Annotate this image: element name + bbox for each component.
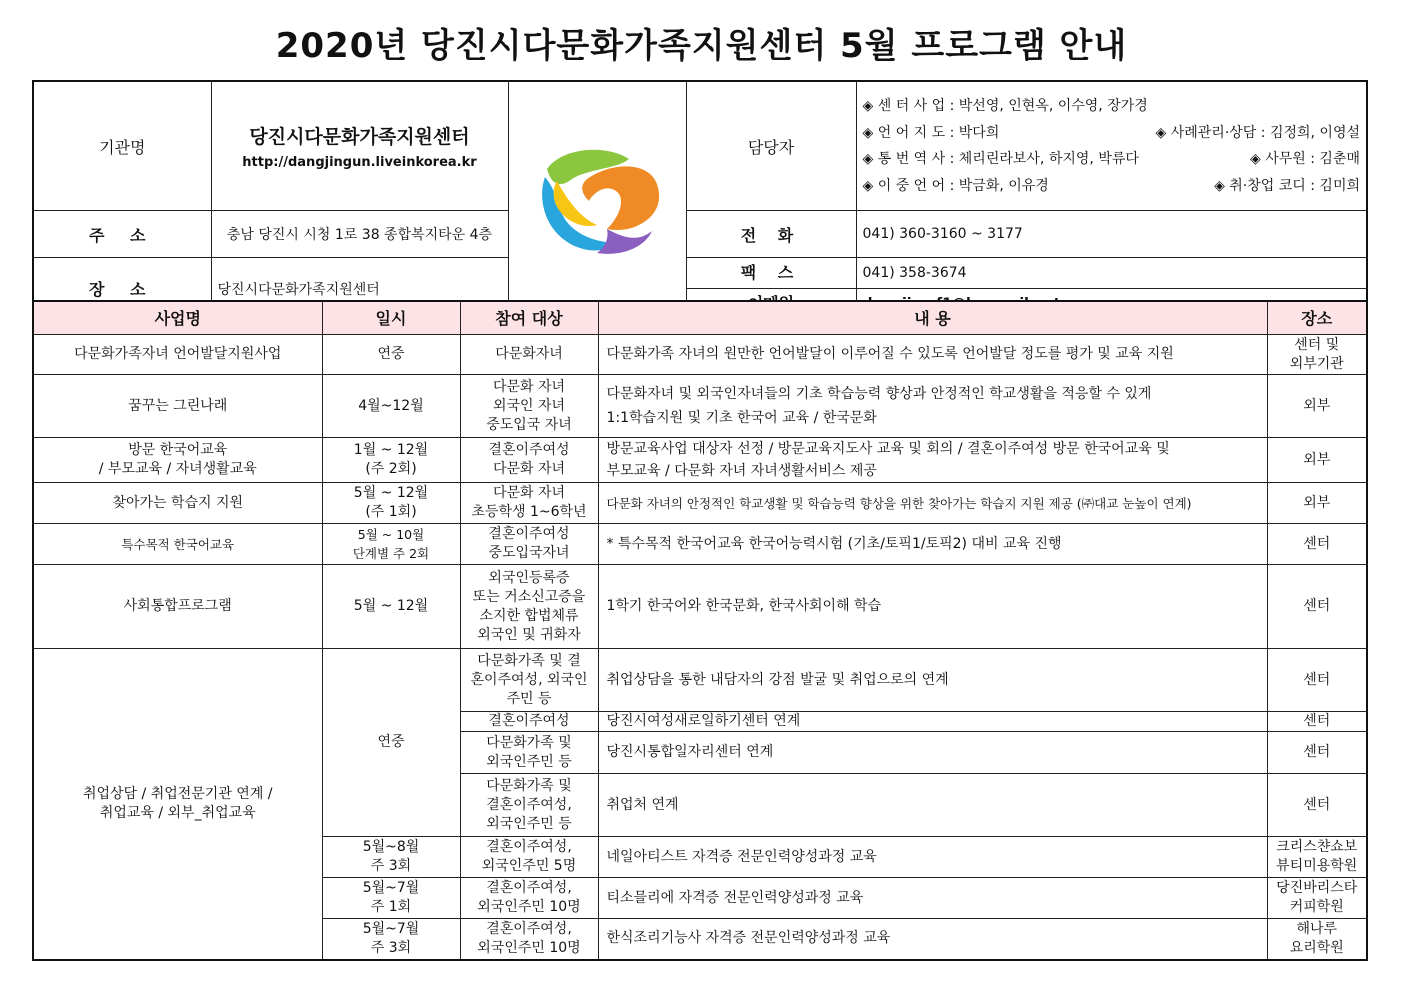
fax-label: 팩 스 [687,258,856,289]
program-target: 다문화 자녀 외국인 자녀 중도입국 자녀 [460,375,598,438]
program-place: 센터 [1267,524,1367,565]
table-row [33,649,1367,712]
program-place: 외부 [1267,483,1367,524]
program-content: 티소믈리에 자격증 전문인력양성과정 교육 [598,878,1267,919]
fax-value: 041) 358-3674 [857,258,1367,289]
employment-ongoing-date: 연중 [322,649,460,837]
table-header [33,301,1367,335]
staff-line: ◈ 통 번 역 사 : 체리린라보사, 하지영, 박류다 ◈ 사무원 : 김춘매 [862,151,1360,167]
program-target: 외국인등록증 또는 거소신고증을 소지한 합법체류 외국인 및 귀화자 [460,565,598,649]
table-row [33,483,1367,524]
table-row [33,565,1367,649]
center-info-table [32,80,1368,321]
program-content: 취업처 연계 [598,774,1267,837]
program-content: 당진시여성새로일하기센터 연계 [598,712,1267,732]
program-name: 꿈꾸는 그린나래 [33,375,322,438]
logo-cell [508,81,686,320]
program-content: 한식조리기능사 자격증 전문인력양성과정 교육 [598,919,1267,960]
org-url[interactable]: http://dangjingun.liveinkorea.kr [242,155,477,170]
header-target: 참여 대상 [460,301,598,335]
staff-line: ◈ 언 어 지 도 : 박다희 ◈ 사례관리·상담 : 김정희, 이영설 [862,124,1360,141]
program-target: 결혼이주여성 [460,712,598,732]
program-date: 5월 ~ 10월 단계별 주 2회 [322,524,460,565]
program-target: 다문화자녀 [460,335,598,375]
program-content: * 특수목적 한국어교육 한국어능력시험 (기초/토픽1/토픽2) 대비 교육 진행 [598,524,1267,565]
program-content: 당진시통합일자리센터 연계 [598,732,1267,774]
place-label: 장 소 [33,258,211,321]
program-date: 연중 [322,335,460,375]
table-row [33,438,1367,483]
program-place: 크리스챤쇼보 뷰티미용학원 [1267,837,1367,878]
page-title: 2020년 당진시다문화가족지원센터 5월 프로그램 안내 [275,26,1128,66]
program-place: 센터 및 외부기관 [1267,335,1367,375]
address-value: 충남 당진시 시청 1로 38 종합복지타운 4층 [211,211,508,258]
phone-label: 전 화 [686,211,856,258]
header-place: 장소 [1267,301,1367,335]
program-target: 다문화가족 및 결 혼이주여성, 외국인 주민 등 [460,649,598,712]
staff-list [856,81,1367,211]
staff-line: ◈ 이 중 언 어 : 박금화, 이유경 ◈ 취·창업 코디 : 김미희 [862,177,1360,194]
address-label: 주 소 [33,211,211,258]
program-content: 취업상담을 통한 내담자의 강점 발굴 및 취업으로의 연계 [598,649,1267,712]
center-logo-icon [527,139,667,259]
table-row [33,335,1367,375]
header-date: 일시 [322,301,460,335]
program-place: 센터 [1267,774,1367,837]
program-name: 방문 한국어교육 / 부모교육 / 자녀생활교육 [33,438,322,483]
program-place: 외부 [1267,375,1367,438]
staff-line: ◈ 센 터 사 업 : 박선영, 인현옥, 이수영, 장가경 [862,98,1148,114]
program-date: 5월~7월 주 3회 [322,919,460,960]
program-content: 네일아티스트 자격증 전문인력양성과정 교육 [598,837,1267,878]
program-date: 5월~7월 주 1회 [322,878,460,919]
program-content: 1학기 한국어와 한국문화, 한국사회이해 학습 [598,565,1267,649]
employment-name: 취업상담 / 취업전문기관 연계 / 취업교육 / 외부_취업교육 [33,649,322,960]
program-target: 다문화가족 및 외국인주민 등 [460,732,598,774]
program-name: 사회통합프로그램 [33,565,322,649]
program-table [32,300,1368,961]
header-name: 사업명 [33,301,322,335]
program-target: 결혼이주여성, 외국인주민 10명 [460,878,598,919]
program-content: 방문교육사업 대상자 선정 / 방문교육지도사 교육 및 회의 / 결혼이주여성 방문 한국어교육 및 부모교육 / 다문화 자녀 자녀생활서비스 제공 [598,438,1267,483]
program-place: 해나루 요리학원 [1267,919,1367,960]
program-name: 다문화가족자녀 언어발달지원사업 [33,335,322,375]
header-content: 내 용 [598,301,1267,335]
program-place: 센터 [1267,649,1367,712]
program-place: 센터 [1267,565,1367,649]
program-target: 결혼이주여성, 외국인주민 10명 [460,919,598,960]
org-label: 기관명 [33,81,211,211]
program-date: 4월~12월 [322,375,460,438]
program-target: 다문화가족 및 결혼이주여성, 외국인주민 등 [460,774,598,837]
org-name: 당진시다문화가족지원센터 [249,126,470,148]
table-row [33,375,1367,438]
program-date: 5월 ~ 12월 [322,565,460,649]
program-date: 1월 ~ 12월 (주 2회) [322,438,460,483]
staff-label: 담당자 [686,81,856,211]
program-place: 센터 [1267,732,1367,774]
program-name: 찾아가는 학습지 지원 [33,483,322,524]
program-target: 결혼이주여성 중도입국자녀 [460,524,598,565]
program-content: 다문화자녀 및 외국인자녀들의 기초 학습능력 향상과 안정적인 학교생활을 적응할 수 있게 1:1학습지원 및 기초 한국어 교육 / 한국문화 [598,375,1267,438]
program-date: 5월~8월 주 3회 [322,837,460,878]
table-row [33,524,1367,565]
place-value: 당진시다문화가족지원센터 [211,258,508,321]
program-place: 당진바리스타 커피학원 [1267,878,1367,919]
org-name-cell [211,81,508,211]
program-content: 다문화가족 자녀의 원만한 언어발달이 이루어질 수 있도록 언어발달 정도를 평가 및 교육 지원 [598,335,1267,375]
program-place: 외부 [1267,438,1367,483]
program-target: 다문화 자녀 초등학생 1~6학년 [460,483,598,524]
program-place: 센터 [1267,712,1367,732]
phone-value: 041) 360-3160 ~ 3177 [856,211,1367,258]
program-target: 결혼이주여성, 외국인주민 5명 [460,837,598,878]
program-content: 다문화 자녀의 안정적인 학교생활 및 학습능력 향상을 위한 찾아가는 학습지 지원 제공 (㈜대교 눈높이 연계) [598,483,1267,524]
program-name: 특수목적 한국어교육 [33,524,322,565]
program-date: 5월 ~ 12월 (주 1회) [322,483,460,524]
program-target: 결혼이주여성 다문화 자녀 [460,438,598,483]
